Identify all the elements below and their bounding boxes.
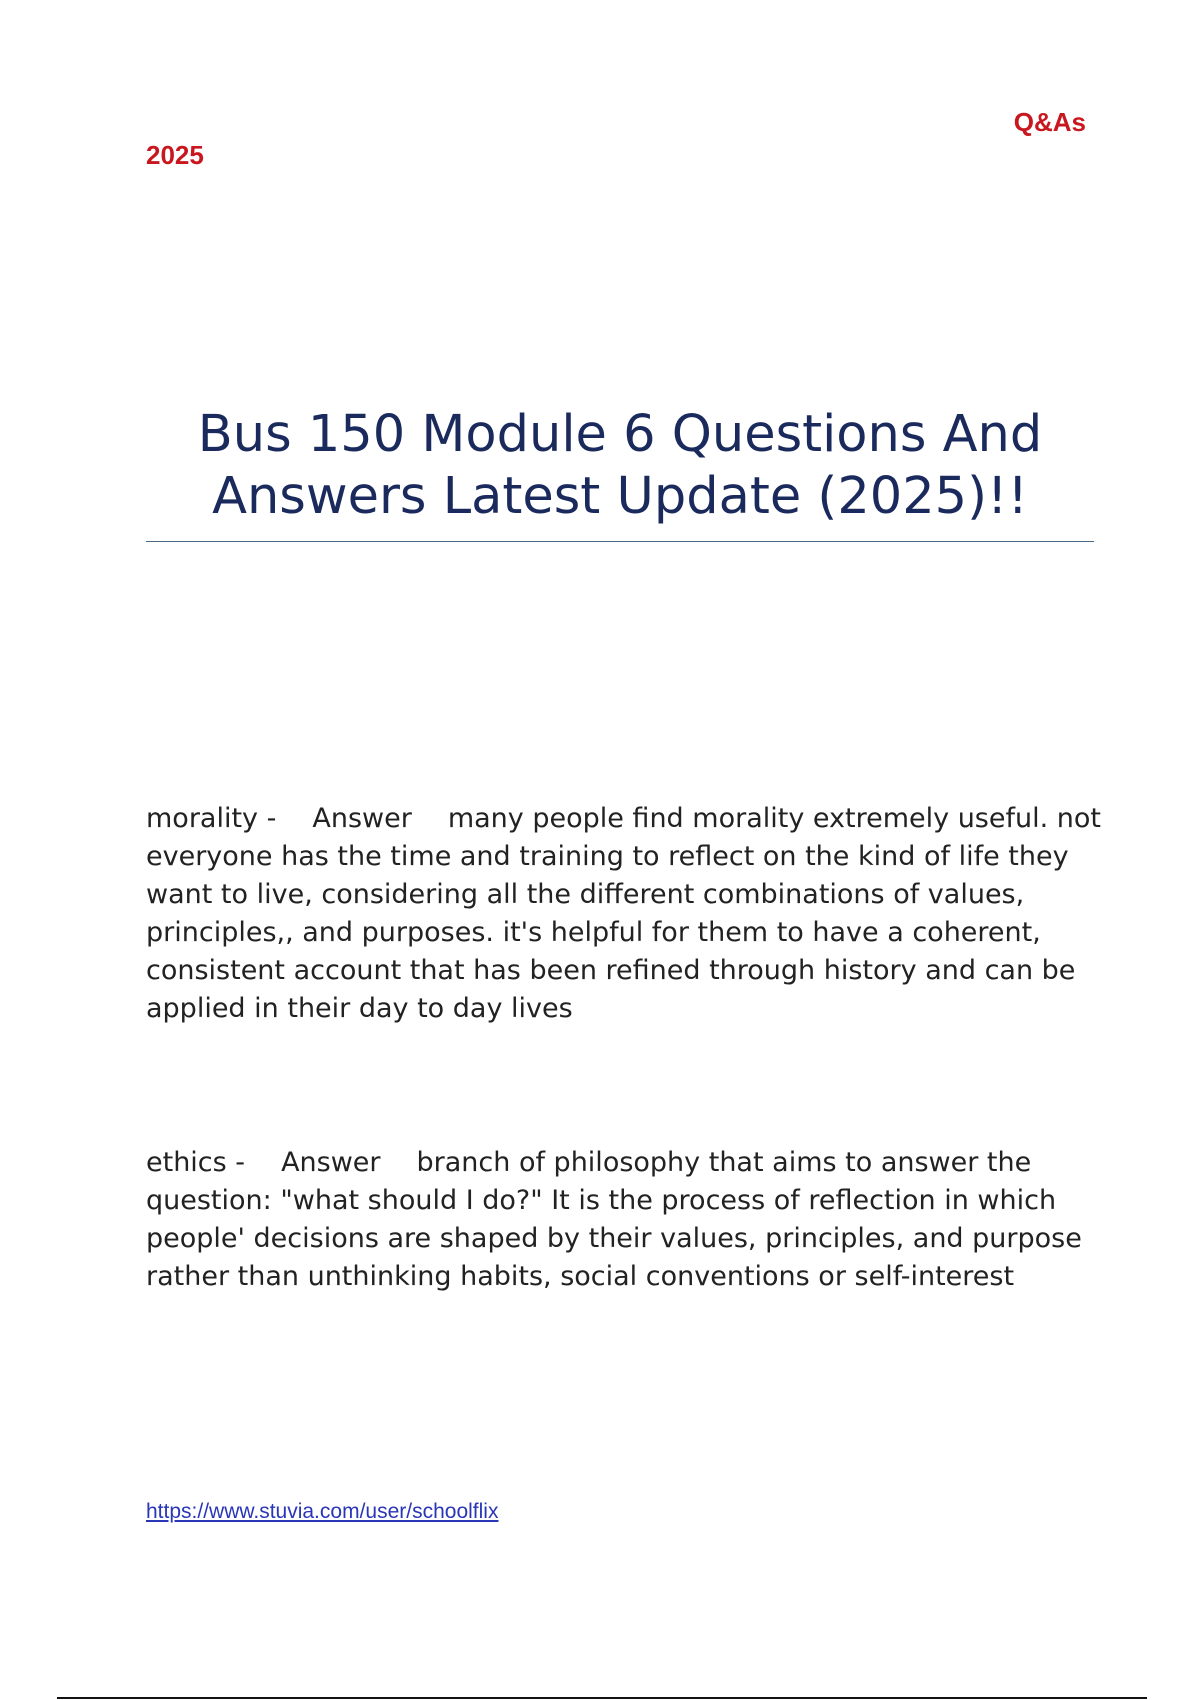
page-bottom-rule [57, 1697, 1147, 1699]
title-divider [146, 541, 1094, 542]
answer-text: branch of philosophy that aims to answer the question: "what should I do?" It is the process of reflection in which people' decisions are shaped by their values, principles, and purpose rather than unthinking habits, social conventions or self-interest [146, 1147, 1082, 1292]
year-label: 2025 [146, 140, 204, 170]
document-title: Bus 150 Module 6 Questions And Answers Latest Update (2025)!! [197, 405, 1043, 526]
answer-text: many people find morality extremely useful. not everyone has the time and training to reflect on the kind of life they want to live, considering all the different combinations of values, principles,, and purposes. it's helpful for them to have a coherent, consistent account that has been refined through history and can be applied in their day to day lives [146, 803, 1101, 1024]
stuvia-link[interactable]: https://www.stuvia.com/user/schoolflix [146, 1500, 499, 1523]
answer-label: Answer [312, 803, 412, 834]
qa-label: Q&As [1013, 107, 1086, 137]
qa-item-morality [146, 800, 1106, 1028]
answer-label: Answer [281, 1147, 381, 1178]
qa-item-ethics [146, 1144, 1106, 1296]
term: morality - [146, 803, 277, 834]
term: ethics - [146, 1147, 246, 1178]
